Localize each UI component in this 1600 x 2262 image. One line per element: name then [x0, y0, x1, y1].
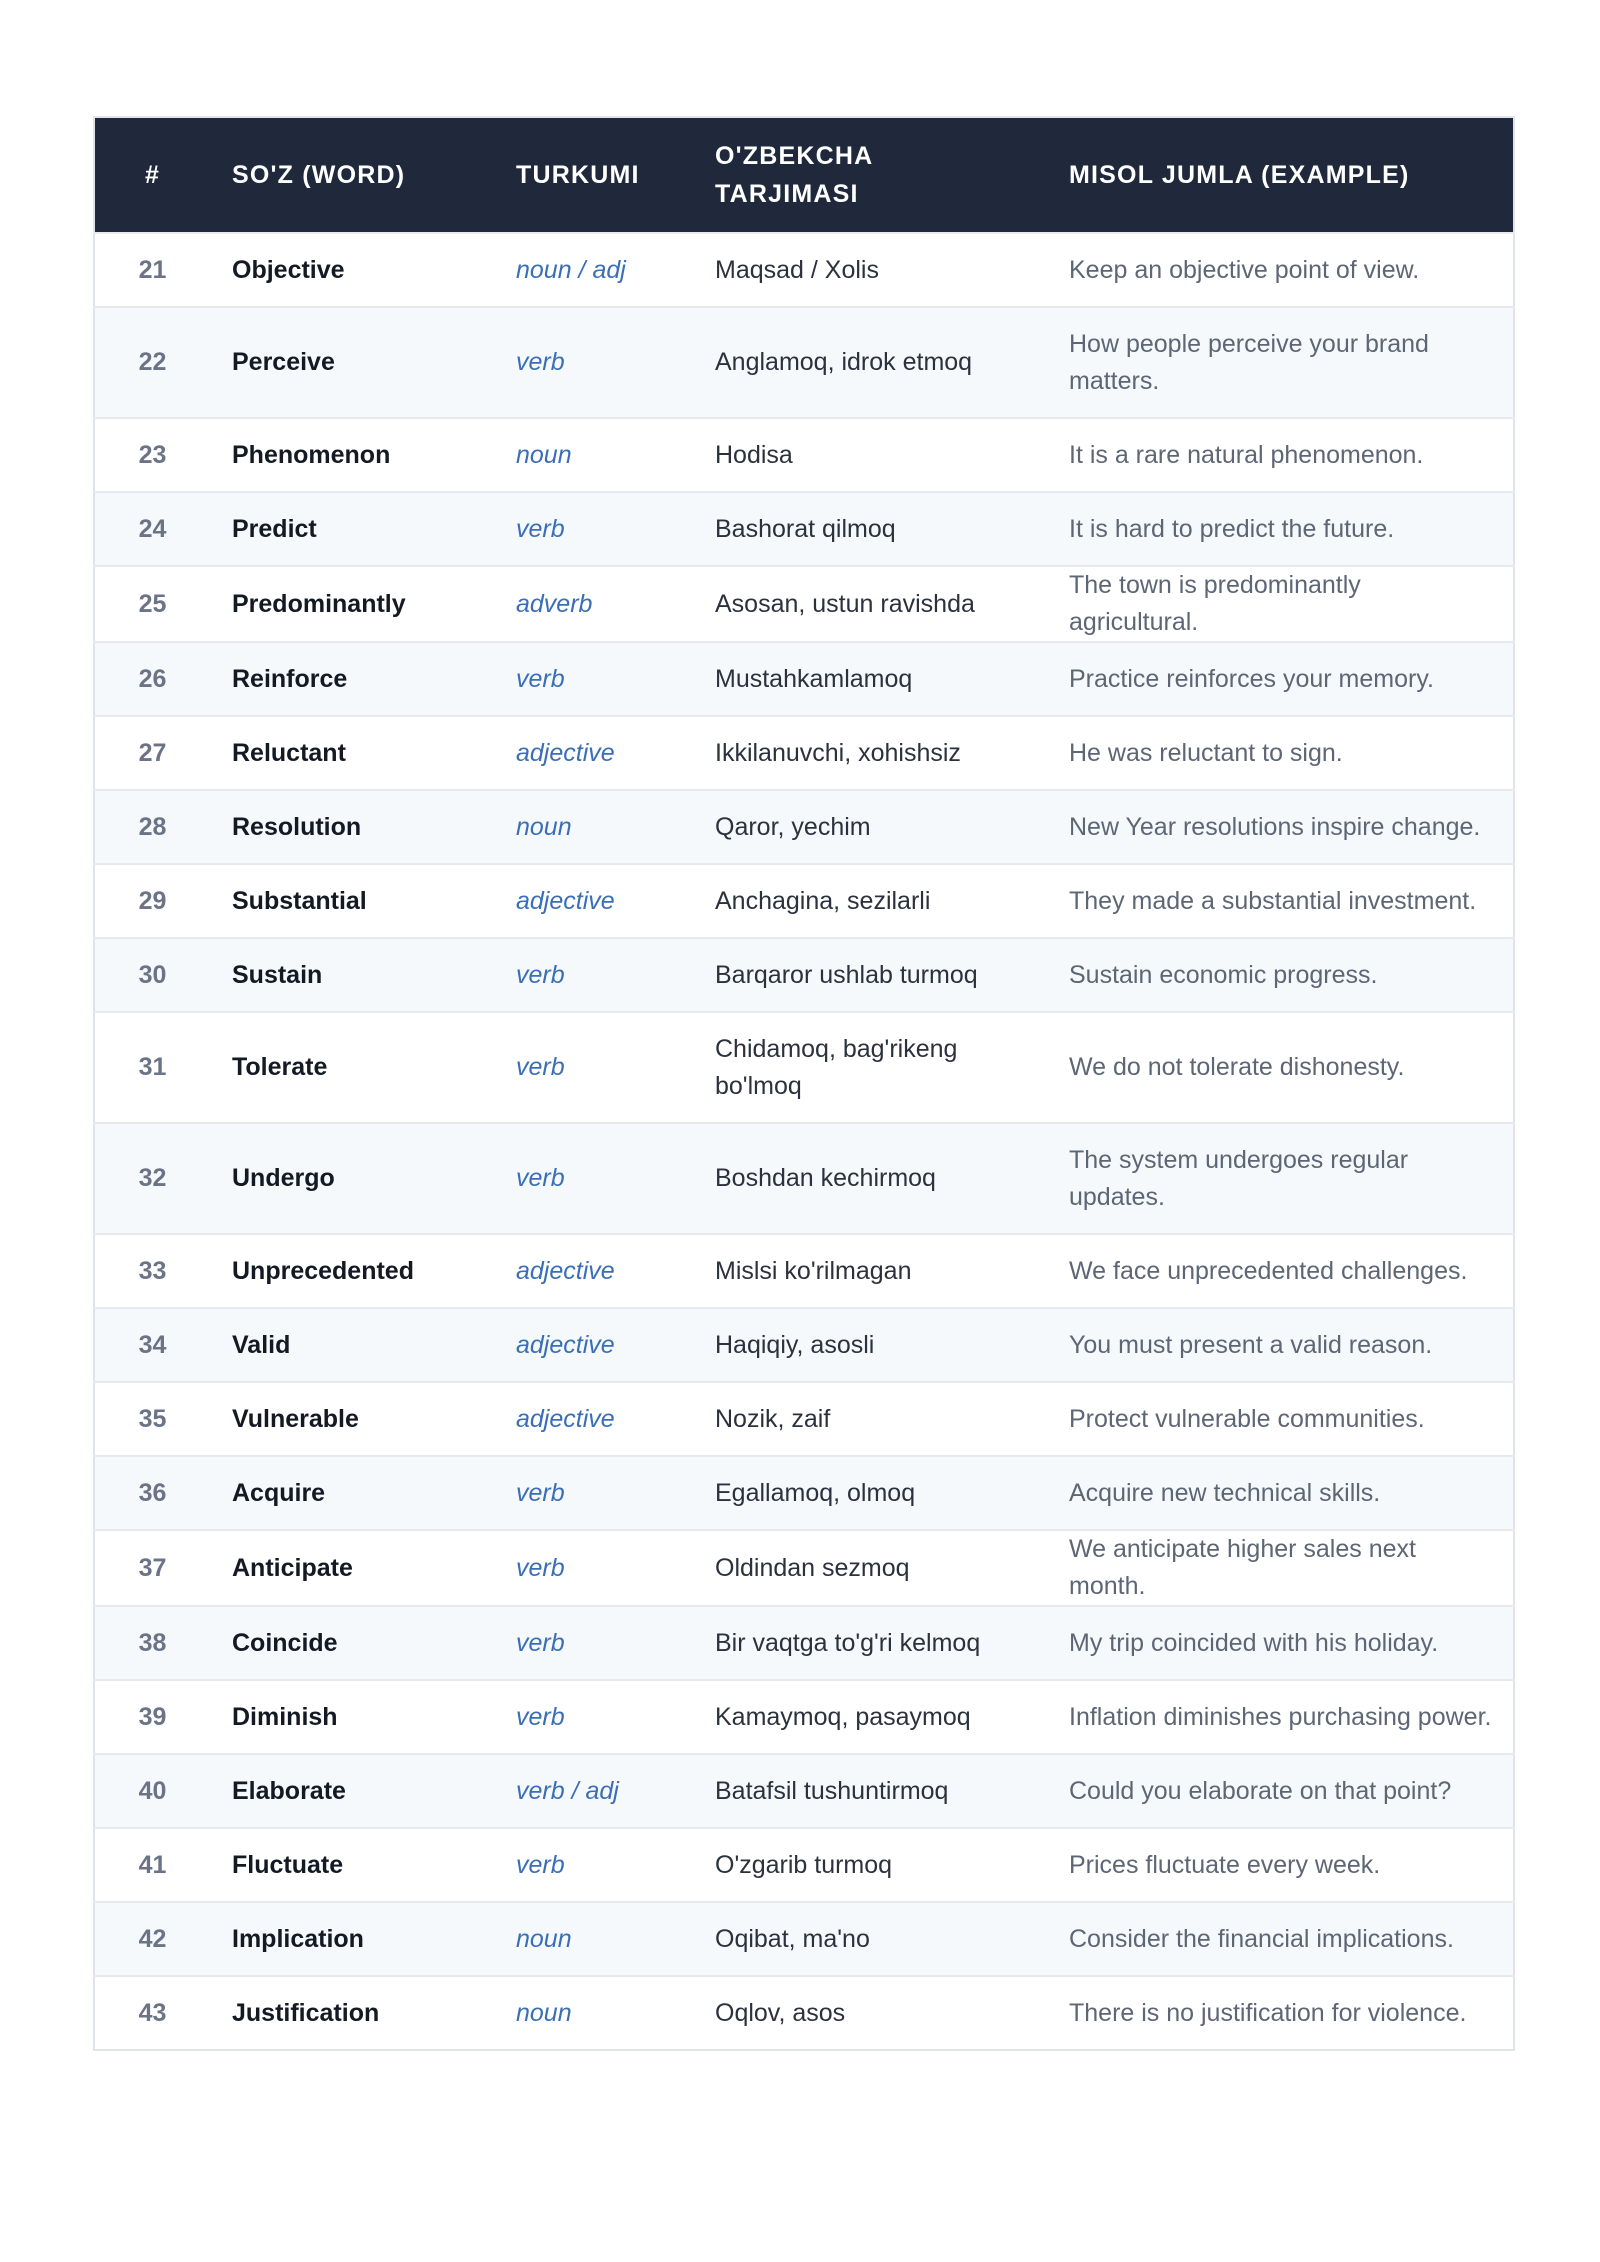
table-row [94, 1902, 1514, 1976]
row-uzbek-translation: Boshdan kechirmoq [715, 1164, 936, 1192]
table-row [94, 642, 1514, 716]
row-word: Unprecedented [232, 1256, 414, 1285]
row-number: 29 [138, 886, 167, 915]
header-word: SO'Z (WORD) [232, 161, 406, 189]
row-word: Anticipate [232, 1553, 353, 1582]
row-word: Reluctant [232, 738, 346, 767]
table-row [94, 1308, 1514, 1382]
table-row [94, 864, 1514, 938]
row-word: Acquire [232, 1478, 326, 1507]
row-example-sentence: Prices fluctuate every week. [1069, 1850, 1381, 1879]
row-example-sentence: New Year resolutions inspire change. [1069, 812, 1481, 841]
row-part-of-speech: verb [516, 960, 565, 989]
row-part-of-speech: verb [516, 664, 565, 693]
row-word: Sustain [232, 960, 323, 989]
row-uzbek-translation: Egallamoq, olmoq [715, 1478, 916, 1507]
row-uzbek-translation: Ikkilanuvchi, xohishsiz [715, 738, 961, 767]
row-example-sentence: We anticipate higher sales next month. [1069, 1535, 1416, 1600]
header-part-of-speech: TURKUMI [516, 161, 640, 189]
row-uzbek-translation: Bashorat qilmoq [715, 514, 896, 543]
table-row [94, 1976, 1514, 2050]
row-part-of-speech: verb [516, 514, 565, 543]
row-word: Justification [232, 1998, 380, 2027]
row-number: 31 [138, 1053, 167, 1081]
row-part-of-speech: noun [516, 1998, 572, 2027]
header-uzbek-line-1: O'ZBEKCHA [715, 142, 874, 170]
row-example-sentence: My trip coincided with his holiday. [1069, 1628, 1439, 1657]
table-row [94, 1123, 1514, 1234]
row-word: Tolerate [232, 1053, 328, 1081]
table-row [94, 1754, 1514, 1828]
row-number: 25 [138, 589, 167, 618]
table-row [94, 1828, 1514, 1902]
row-part-of-speech: verb [516, 1053, 565, 1081]
row-uzbek-translation: Anchagina, sezilarli [715, 886, 931, 915]
row-part-of-speech: noun [516, 1924, 572, 1953]
row-number: 40 [138, 1776, 167, 1805]
row-number: 32 [138, 1164, 167, 1192]
row-part-of-speech: verb / adj [516, 1776, 619, 1805]
row-number: 33 [138, 1256, 167, 1285]
header-uzbek-translation [693, 117, 1047, 233]
row-part-of-speech: adjective [516, 886, 615, 915]
row-uzbek-translation: Haqiqiy, asosli [715, 1330, 875, 1359]
row-word: Undergo [232, 1164, 335, 1192]
table-row [94, 790, 1514, 864]
row-uzbek-translation: Maqsad / Xolis [715, 255, 879, 284]
table-row [94, 307, 1514, 418]
header-uzbek-line-2: TARJIMASI [715, 180, 859, 208]
row-example-sentence: There is no justification for violence. [1069, 1998, 1467, 2027]
row-part-of-speech: adjective [516, 1330, 615, 1359]
row-word: Predominantly [232, 589, 406, 618]
table-row [94, 1382, 1514, 1456]
row-word: Fluctuate [232, 1850, 344, 1879]
row-example-sentence: The town is predominantly agricultural. [1069, 571, 1361, 636]
row-uzbek-translation: Batafsil tushuntirmoq [715, 1776, 949, 1805]
row-word: Objective [232, 255, 345, 284]
row-uzbek-translation: Nozik, zaif [715, 1404, 831, 1433]
row-uzbek-translation: Anglamoq, idrok etmoq [715, 348, 973, 376]
row-word: Implication [232, 1924, 364, 1953]
row-word: Perceive [232, 348, 335, 376]
header-example-sentence: MISOL JUMLA (EXAMPLE) [1069, 161, 1410, 189]
row-number: 27 [138, 738, 167, 767]
table-row [94, 233, 1514, 307]
row-part-of-speech: noun [516, 440, 572, 469]
row-word: Valid [232, 1330, 291, 1359]
table-row [94, 1456, 1514, 1530]
row-number: 22 [138, 348, 167, 376]
row-example-sentence: Acquire new technical skills. [1069, 1478, 1381, 1507]
row-example-sentence: How people perceive your brand matters. [1069, 329, 1429, 395]
row-example-sentence: Sustain economic progress. [1069, 960, 1378, 989]
row-uzbek-translation: Mustahkamlamoq [715, 664, 913, 693]
row-example-sentence: Practice reinforces your memory. [1069, 664, 1434, 693]
row-number: 42 [138, 1924, 167, 1953]
table-row [94, 492, 1514, 566]
table-header [94, 117, 1514, 233]
row-word: Reinforce [232, 664, 348, 693]
row-example-sentence: Inflation diminishes purchasing power. [1069, 1702, 1492, 1731]
row-uzbek-translation: Barqaror ushlab turmoq [715, 960, 978, 989]
table-row [94, 1606, 1514, 1680]
row-example-sentence: They made a substantial investment. [1069, 886, 1477, 915]
row-uzbek-translation: Asosan, ustun ravishda [715, 589, 975, 618]
row-number: 35 [138, 1404, 167, 1433]
row-uzbek-translation: Bir vaqtga to'g'ri kelmoq [715, 1628, 981, 1657]
row-word: Diminish [232, 1702, 338, 1731]
header-number: # [144, 161, 161, 189]
row-part-of-speech: verb [516, 1478, 565, 1507]
row-uzbek-translation: O'zgarib turmoq [715, 1850, 893, 1879]
row-example-sentence: Could you elaborate on that point? [1069, 1776, 1452, 1805]
row-word: Predict [232, 514, 317, 543]
row-word: Vulnerable [232, 1404, 359, 1433]
row-word: Resolution [232, 812, 362, 841]
table-row [94, 1680, 1514, 1754]
row-uzbek-translation: Chidamoq, bag'rikeng bo'lmoq [715, 1034, 958, 1100]
row-number: 38 [138, 1628, 167, 1657]
table-row [94, 1530, 1514, 1606]
row-example-sentence: Keep an objective point of view. [1069, 255, 1420, 284]
row-example-sentence: We do not tolerate dishonesty. [1069, 1053, 1405, 1081]
row-part-of-speech: verb [516, 348, 565, 376]
row-word: Substantial [232, 886, 367, 915]
row-word: Coincide [232, 1628, 338, 1657]
row-part-of-speech: adjective [516, 1404, 615, 1433]
row-example-sentence: Protect vulnerable communities. [1069, 1404, 1425, 1433]
row-uzbek-translation: Oqibat, ma'no [715, 1924, 870, 1953]
row-part-of-speech: noun [516, 812, 572, 841]
row-example-sentence: He was reluctant to sign. [1069, 738, 1343, 767]
row-uzbek-translation: Oqlov, asos [715, 1998, 846, 2027]
vocabulary-table [93, 116, 1515, 2051]
row-number: 26 [138, 664, 167, 693]
row-part-of-speech: noun / adj [516, 255, 626, 284]
row-number: 24 [138, 514, 167, 543]
row-part-of-speech: verb [516, 1702, 565, 1731]
row-number: 34 [138, 1330, 167, 1359]
row-part-of-speech: adjective [516, 738, 615, 767]
row-number: 37 [138, 1553, 167, 1582]
row-example-sentence: Consider the financial implications. [1069, 1924, 1454, 1953]
table-row [94, 938, 1514, 1012]
row-number: 21 [138, 255, 167, 284]
row-uzbek-translation: Mislsi ko'rilmagan [715, 1256, 912, 1285]
row-part-of-speech: adjective [516, 1256, 615, 1285]
table-row [94, 716, 1514, 790]
row-number: 43 [138, 1998, 167, 2027]
table-row [94, 1012, 1514, 1123]
header-row [94, 117, 1514, 233]
row-example-sentence: You must present a valid reason. [1069, 1330, 1433, 1359]
row-number: 30 [138, 960, 167, 989]
table-row [94, 566, 1514, 642]
row-example-sentence: The system undergoes regular updates. [1069, 1145, 1409, 1211]
row-word: Phenomenon [232, 440, 391, 469]
row-number: 28 [138, 812, 167, 841]
row-part-of-speech: verb [516, 1164, 565, 1192]
row-uzbek-translation: Kamaymoq, pasaymoq [715, 1702, 971, 1731]
row-part-of-speech: adverb [516, 589, 593, 618]
row-example-sentence: It is a rare natural phenomenon. [1069, 440, 1424, 469]
row-uzbek-translation: Hodisa [715, 440, 793, 469]
row-uzbek-translation: Oldindan sezmoq [715, 1553, 910, 1582]
row-word: Elaborate [232, 1776, 346, 1805]
row-part-of-speech: verb [516, 1850, 565, 1879]
table-row [94, 1234, 1514, 1308]
row-example-sentence: It is hard to predict the future. [1069, 514, 1395, 543]
row-part-of-speech: verb [516, 1628, 565, 1657]
table-body [94, 233, 1514, 2050]
row-number: 39 [138, 1702, 167, 1731]
table-row [94, 418, 1514, 492]
row-number: 23 [138, 440, 167, 469]
row-part-of-speech: verb [516, 1553, 565, 1582]
row-number: 36 [138, 1478, 167, 1507]
row-uzbek-translation: Qaror, yechim [715, 812, 871, 841]
row-number: 41 [138, 1850, 167, 1879]
row-example-sentence: We face unprecedented challenges. [1069, 1256, 1468, 1285]
